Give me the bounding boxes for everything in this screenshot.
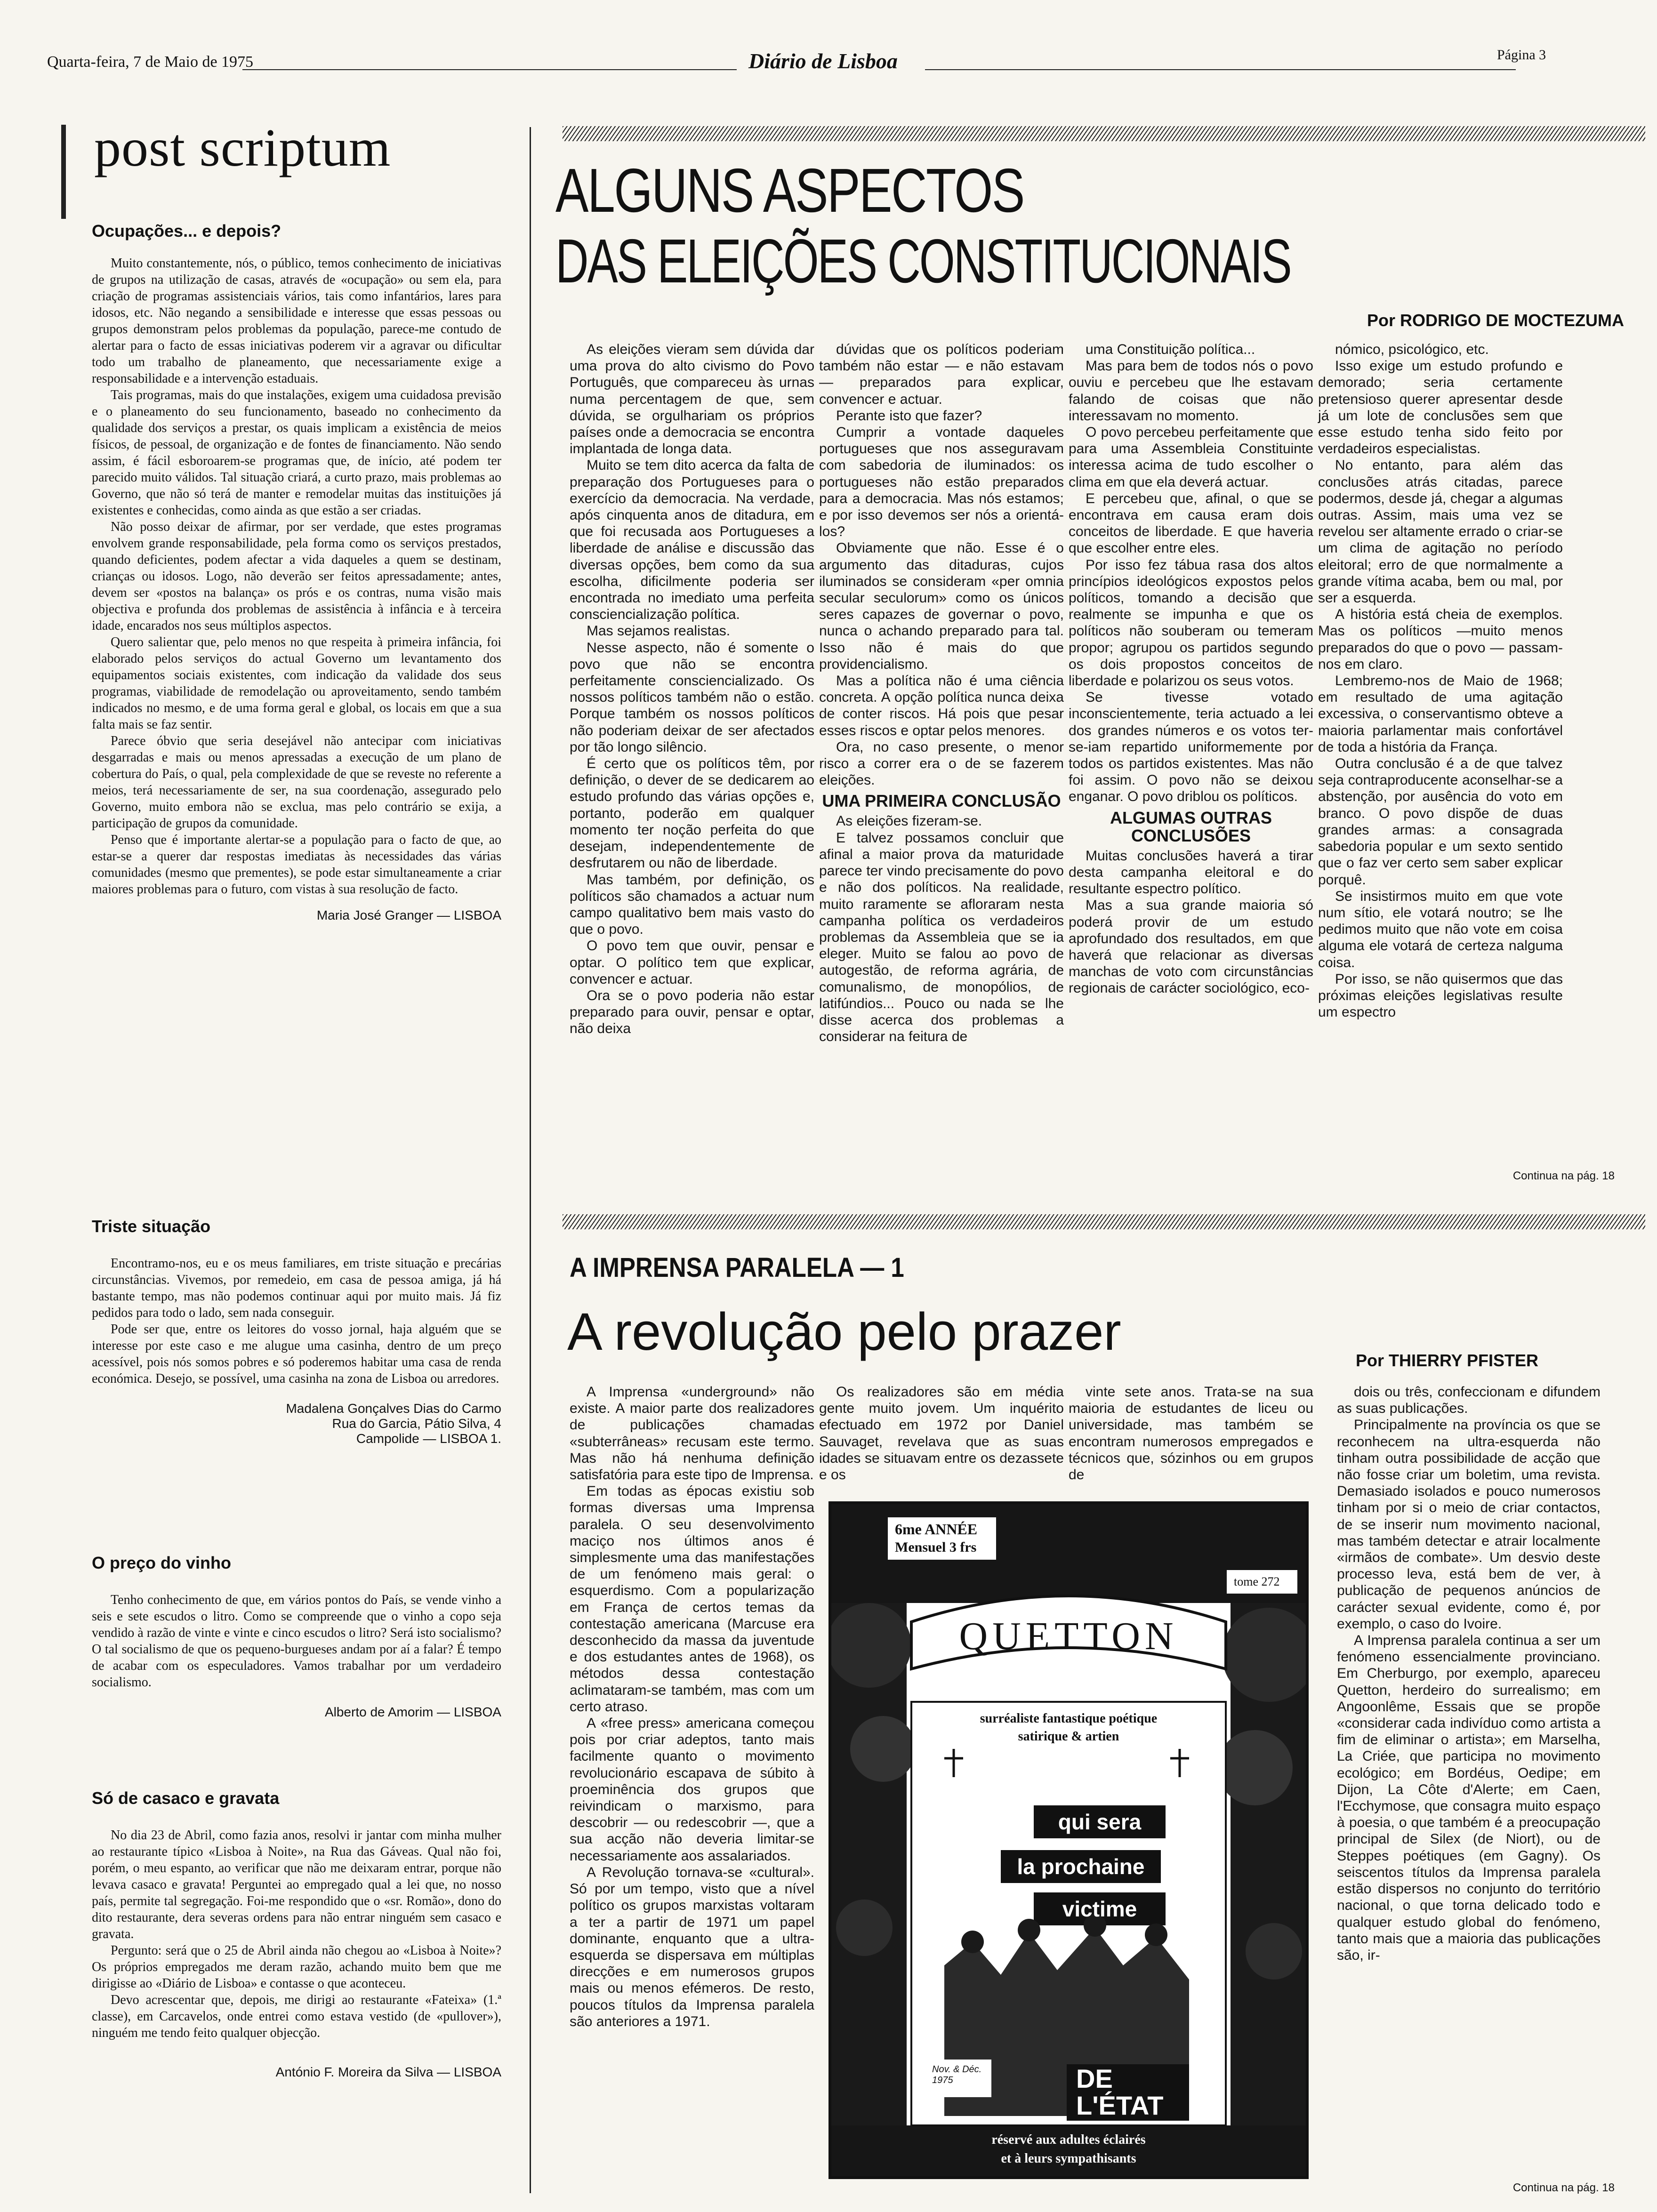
paragraph: A «free press» americana começou pois por criar adeptos, tanto mais facilmente quanto o movimento revolucionário escapava de súbito à proeminência dos grupos que reivindicam o marxismo, para descobrir — ou redescobrir —, que a sua acção não deveria limitar-se necessariamente aos assalariados.	[570, 1715, 814, 1864]
paragraph: A Imprensa «underground» não existe. A maior parte dos realizadores de publicações chamadas «subterrâneas» recusam este termo. Mas não há nenhuma definição satisfatória para este tipo de Imprensa.	[570, 1384, 814, 1483]
article1-headline-2: DAS ELEIÇÕES CONSTITUCIONAIS	[555, 226, 1291, 296]
signature: Alberto de Amorim — LISBOA	[324, 1705, 501, 1719]
signature: António F. Moreira da Silva — LISBOA	[275, 2065, 501, 2079]
paragraph: O povo tem que ouvir, pensar e optar. O político tem que explicar, convencer e actuar.	[570, 938, 814, 987]
cover-banner-3: victime	[1062, 1897, 1137, 1921]
article1-column-2	[819, 341, 1064, 1045]
paragraph: Por isso, se não quisermos que das próximas eleições legislativas resulte um espectro	[1318, 971, 1563, 1020]
header-date: Quarta-feira, 7 de Maio de 1975	[47, 53, 254, 71]
article2-byline: Por THIERRY PFISTER	[1356, 1351, 1539, 1370]
masthead: Diário de Lisboa	[748, 49, 898, 73]
paragraph: Nesse aspecto, não é somente o povo que não se encontra perfeitamente consciencializado. Os nossos políticos também não o estão. Porque também os nossos políticos não poderiam deixar de ser afectados por tão longo silêncio.	[570, 640, 814, 755]
paragraph: Muitas conclusões haverá a tirar desta campanha eleitoral e do resultante espectro político.	[1069, 848, 1313, 897]
page-header	[28, 45, 1643, 82]
paragraph: A Imprensa paralela continua a ser um fenómeno essencialmente provinciano. Em Cherburgo, por exemplo, apareceu Quetton, herdeiro do surrealismo; em Angoonlême, Essais que se propõe «considerar cada indivíduo como artista a fim de eliminar o artista»; em Marselha, La Criée, que participa no movimento ecológico; em Bordéus, Oedipe; em Dijon, La Côte d'Alerte; em Caen, l'Ecchymose, que consagra muito espaço à poesia, o que também é a preocupação principal de Silex (de Niort), ou de Steppes poétiques (em Gagny). Os seiscentos títulos da Imprensa paralela estão dispersos no conjunto do território nacional, o que torna delicado todo e qualquer estudo global do fenómeno, tanto mais que a maioria das publicações são, ir-	[1337, 1633, 1601, 1963]
quetton-cover-image	[828, 1501, 1309, 2179]
paragraph: Quero salientar que, pelo menos no que respeita à primeira infância, foi elaborado pelos serviços do actual Governo um levantamento dos equipamentos sociais existentes, com indicação da validade dos seus programas, viabilidade de remodelação ou aproveitamento, sendo também indicados no mesmo, e de uma forma geral e global, os locais em que a sua falta mais se faz sentir.	[92, 635, 501, 732]
cover-banner-2: la prochaine	[1017, 1854, 1145, 1879]
paragraph: As eleições fizeram-se.	[836, 813, 982, 829]
letter-title: Só de casaco e gravata	[92, 1788, 280, 1808]
paragraph: As eleições vieram sem dúvida dar uma prova do alto civismo do Povo Português, que compareceu às urnas numa percentagem de que, sem dúvida, se orgulhariam os próprios países onde a democracia se encontra implantada de longa data.	[570, 342, 814, 457]
paragraph: vinte sete anos. Trata-se na sua maioria de estudantes de liceu ou universidade, mas também se encontram numerosos empregados e técnicos que, sózinhos ou em grupos de	[1069, 1384, 1313, 1483]
article2-column-2-top	[819, 1384, 1064, 1483]
cover-title: QUETTON	[959, 1614, 1178, 1658]
cover-bottom-word-2: L'ÉTAT	[1076, 2091, 1164, 2120]
letter-body	[92, 1592, 501, 1691]
paragraph: Se tivesse votado inconscientemente, teria actuado a lei dos grandes números e os votos ter-se-iam repartido uniformemente por todos os partidos existentes. Mas não foi assim. O povo não se deixou enganar. O povo driblou os políticos.	[1069, 689, 1313, 805]
cover-footer-1: réservé aux adultes éclairés	[991, 2132, 1146, 2147]
article2-column-1	[570, 1384, 814, 2030]
letter-3	[92, 1553, 501, 1720]
paragraph: Pode ser que, entre os leitores do vosso jornal, haja alguém que se interesse por este caso e me alugue uma casinha, dentro de um preço acessível, pois nós somos pobres e só poderemos habitar uma casa de renda económica. Desejo, se possível, uma casinha na zona de Lisboa ou arredores.	[92, 1322, 501, 1386]
sidebar-bar	[61, 125, 66, 219]
article1-continued: Continua na pág. 18	[1512, 1170, 1615, 1182]
column-divider	[530, 127, 531, 2193]
article2-column-4	[1337, 1384, 1601, 1964]
cover-footer-2: et à leurs sympathisants	[1001, 2151, 1136, 2166]
article2-kicker: A IMPRENSA PARALELA — 1	[570, 1252, 904, 1283]
header-rule-left	[242, 69, 737, 70]
paragraph: Por isso fez tábua rasa dos altos princípios ideológicos expostos pelos políticos, tomando a decisão que realmente se impunha e que os políticos não souberam ou temeram propor; agrupou os partidos segundo os dois propostos conceitos de liberdade e polarizou os seus votos.	[1069, 557, 1313, 689]
article1-hatch-rule	[563, 126, 1645, 141]
paragraph: Parece óbvio que seria desejável não antecipar com iniciativas desgarradas e mais ou menos apressadas a execução de um plano de cobertura do País, o qual, pela complexidade de que se reveste no referente a meios, terá necessariamente de ser, na sua coordenação, assegurado pelo Governo, muito embora não se exclua, mas pelo contrário se exija, a participação de grupos da comunidade.	[92, 734, 501, 831]
paragraph: O povo percebeu perfeitamente que para uma Assembleia Constituinte interessa acima de tudo escolher o clima em que ela deverá actuar.	[1069, 425, 1313, 490]
article1-headline-1: ALGUNS ASPECTOS	[555, 156, 1024, 225]
cover-frequency: Mensuel 3 frs	[895, 1539, 977, 1555]
paragraph: É certo que os políticos têm, por definição, o dever de se dedicarem ao estudo profundo das várias opções e, portanto, poderão em qualquer momento ter noção perfeita do que desejam, independentemente de desfrutarem ou não de liberdade.	[570, 756, 814, 871]
article1-column-3	[1069, 341, 1313, 997]
article2-continued: Continua na pág. 18	[1512, 2181, 1615, 2194]
article2-column-3-top	[1069, 1384, 1313, 1483]
letter-4	[92, 1788, 501, 2080]
paragraph: No dia 23 de Abril, como fazia anos, resolvi ir jantar com minha mulher ao restaurante típico «Lisboa à Noite», na Rua das Gáveas. Qual não foi, porém, o meu espanto, ao verificar que não me deixaram entrar, porque não levava casaco e gravata! Perguntei ao empregado qual a lei que, no nosso país, permite tal segregação. Foi-me respondido que o «sr. Romão», dono do dito restaurante, dera severas ordens para não entrar ninguém sem casaco e gravata.	[92, 1828, 501, 1941]
paragraph: uma Constituição política...	[1086, 342, 1255, 357]
paragraph: dois ou três, confeccionam e difundem as suas publicações.	[1337, 1384, 1601, 1417]
letter-1	[92, 221, 501, 923]
post-scriptum-title: post scriptum	[94, 118, 391, 177]
cover-issue: 6me ANNÉE	[895, 1521, 978, 1538]
cover-subtitle-1: surréaliste fantastique poétique	[980, 1711, 1158, 1726]
paragraph: Principalmente na província os que se reconhecem na ultra-esquerda não tinham outra possibilidade de acção que não fosse criar um boletim, uma revista. Demasiado isolados e pouco numerosos tinham por si o meio de criar contactos, de se inserir num movimento nacional, mas também detectar e atrair localmente «irmãos de combate». Um desvio deste processo leva, está bem de ver, à publicação de pequenos anúncios de carácter sexual evidente, como é, por exemplo, o caso do Ivoire.	[1337, 1417, 1601, 1632]
letter-body	[92, 1255, 501, 1387]
letter-title: O preço do vinho	[92, 1553, 232, 1572]
paragraph: Tenho conhecimento de que, em vários pontos do País, se vende vinho a seis e sete escudos o litro. Como se compreende que o vinho a copo seja vendido à razão de vinte e vinte e cinco escudos o litro? Será isto socialismo? O tal socialismo de que os pequeno-burgueses andam por aí a falar? É tempo de acabar com os especuladores. Vamos trabalhar por um verdadeiro socialismo.	[92, 1593, 501, 1690]
letter-2	[92, 1217, 501, 1446]
paragraph: Mas a sua grande maioria só poderá provir de um estudo aprofundado dos resultados, em que haverá que relacionar as diversas manchas de voto com circunstâncias regionais de carácter sociológico, eco-	[1069, 898, 1313, 996]
header-rule-right	[925, 69, 1516, 70]
paragraph: Em todas as épocas existiu sob formas diversas uma Imprensa paralela. O seu desenvolvimento maciço nos últimos anos é simplesmente uma das manifestações de um fenómeno mais geral: o esquerdismo. Com a popularização em França de certos temas da contestação americana (Marcuse era desconhecido da massa da juventude e dos estudantes antes de 1968), os métodos dessa contestação aclimataram-se também, mas com um certo atraso.	[570, 1483, 814, 1715]
subhead: UMA PRIMEIRA CONCLUSÃO	[822, 791, 1061, 811]
paragraph: Lembremo-nos de Maio de 1968; em resultado de uma agitação excessiva, o conservantismo obteve a maioria parlamentar mais confortável de toda a história da França.	[1318, 673, 1563, 755]
paragraph: Os realizadores são em média gente muito jovem. Um inquérito efectuado em 1972 por Daniel Sauvaget, revelava que as suas idades se situavam entre os dezassete e os	[819, 1384, 1064, 1483]
article2-headline: A revolução pelo prazer	[567, 1302, 1121, 1361]
paragraph: No entanto, para além das conclusões atrás citadas, parece podermos, desde já, chegar a algumas outras. Assim, mais uma vez se revelou ser altamente errado o criar-se um clima de agitação no período eleitoral; erro de que normalmente a grande vítima acaba, bem ou mal, por ser a esquerda.	[1318, 457, 1563, 606]
paragraph: A Revolução tornava-se «cultural». Só por um tempo, visto que a nível político os grupos marxistas voltaram a ter a partir de 1971 um papel dominante, enquanto que a ultra-esquerda se dispersava em múltiplas direcções e em numerosos grupos mais ou menos efémeros. De resto, poucos títulos da Imprensa paralela são anteriores a 1971.	[570, 1864, 814, 2029]
paragraph: Mas também, por definição, os políticos são chamados a actuar num campo qualitativo bem mais vasto do que o povo.	[570, 872, 814, 938]
paragraph: Mas sejamos realistas.	[587, 623, 731, 639]
letter-title: Ocupações... e depois?	[92, 221, 282, 240]
paragraph: Ora se o povo poderia não estar preparado para ouvir, pensar e optar, não deixa	[570, 987, 814, 1037]
paragraph: Se insistirmos muito em que vote num sítio, ele votará noutro; se lhe pedimos muito que não vote em coisa alguma ele votará de certeza nalguma coisa.	[1318, 888, 1563, 970]
paragraph: Tais programas, mais do que instalações, exigem uma cuidadosa previsão e o planeamento do seu funcionamento, baseado no conhecimento da qualidade dos serviços a prestar, os quais implicam a existência de meios físicos, de pessoal, de organização e de fontes de financiamento. Não sendo assim, é fácil esboroarem-se programas que, de início, até podem ter parecido muito válidos. Tal situação criará, a curto prazo, mais problemas ao Governo, que não só terá de manter e remodelar muitas das instituições já existentes e conhecidas, como ainda as que estão a ser criadas.	[92, 388, 501, 518]
paragraph: Mas a política não é uma ciência concreta. A opção política nunca deixa de conter riscos. Há pois que pesar esses riscos e optar pelos menores.	[819, 673, 1064, 738]
paragraph: Outra conclusão é a de que talvez seja contraproducente aconselhar-se a abstenção, por ausência do voto em branco. O povo dispõe de duas grandes armas: a consagrada sabedoria popular e um sexto sentido que o faz ver certo sem saber explicar porquê.	[1318, 756, 1563, 888]
page-number: Página 3	[1497, 47, 1546, 63]
cover-date-note: Nov. & Déc. 1975	[932, 2064, 982, 2085]
cover-bottom-word-1: DE	[1076, 2064, 1113, 2093]
letter-title: Triste situação	[92, 1217, 211, 1236]
letter-body	[92, 255, 501, 898]
paragraph: dúvidas que os políticos poderiam também não estar — e não estavam — preparados para explicar, convencer e actuar.	[819, 342, 1064, 407]
article2-hatch-rule	[563, 1214, 1645, 1229]
article1-column-1	[570, 341, 814, 1037]
article1-byline: Por RODRIGO DE MOCTEZUMA	[1367, 311, 1624, 330]
paragraph: Mas para bem de todos nós o povo ouviu e percebeu que lhe estavam falando de coisas que não interessavam no momento.	[1069, 358, 1313, 424]
paragraph: Isso exige um estudo profundo e demorado; seria certamente pretensioso querer apresentar desde já um lote de conclusões sem que esse estudo tenha sido feito por verdadeiros especialistas.	[1318, 358, 1563, 457]
paragraph: Ora, no caso presente, o menor risco a correr era o de se fazerem eleições.	[819, 739, 1064, 788]
paragraph: nómico, psicológico, etc.	[1335, 342, 1489, 357]
paragraph: Muito se tem dito acerca da falta de preparação dos Portugueses para o exercício da democracia. Na verdade, após cinquenta anos de ditadura, em que foi recusada aos Portugueses a liberdade de análise e discussão das diversas opções, bem como da sua escolha, dificilmente poderia ser encontrada no imediato uma perfeita consciencialização política.	[570, 457, 814, 623]
subhead: ALGUMAS OUTRAS CONCLUSÕES	[1110, 808, 1272, 845]
paragraph: Não posso deixar de afirmar, por ser verdade, que estes programas envolvem grande responsabilidade, pela forma como os serviços prestados, quando deficientes, podem afectar a vida daqueles a quem se destinam, crianças ou idosos. Logo, não deverão ser feitos apressadamente; antes, devem ser «postos na balança» os prós e os contras, numa visão mais objectiva e profunda dos problemas de assistência à infância e à terceira idade, encarados nos seus múltiplos aspectos.	[92, 520, 501, 633]
paragraph: E percebeu que, afinal, o que se encontrava em causa eram dois conceitos de liberdade. E que haveria que escolher entre eles.	[1069, 490, 1313, 556]
cover-art	[831, 1504, 1306, 2176]
paragraph: A história está cheia de exemplos. Mas os políticos —muito menos preparados do que o povo — passam-nos em claro.	[1318, 607, 1563, 672]
signature: Maria José Granger — LISBOA	[316, 908, 501, 922]
paragraph: Devo acrescentar que, depois, me dirigi ao restaurante «Fateixa» (1.ª classe), em Carcavelos, onde entrei como estava vestido (de «pullover»), ninguém me tendo feito qualquer objecção.	[92, 1993, 501, 2040]
paragraph: Perante isto que fazer?	[836, 408, 982, 424]
cover-subtitle-2: satirique & artien	[1018, 1729, 1119, 1744]
signature: Madalena Gonçalves Dias do Carmo	[286, 1401, 501, 1416]
signature: Campolide — LISBOA 1.	[356, 1431, 501, 1446]
letter-body	[92, 1827, 501, 2041]
paragraph: E talvez possamos concluir que afinal a maior prova da maturidade parece ter vindo precisamente do povo e não dos políticos. Na realidade, muito raramente se afloraram nesta campanha política os verdadeiros problemas da Assembleia que se ia eleger. Muito se falou ao povo de autogestão, de reforma agrária, de comunalismo, de monopólios, de latifúndios... Pouco ou nada se lhe disse acerca dos problemas a considerar na feitura de	[819, 830, 1064, 1045]
paragraph: Encontramo-nos, eu e os meus familiares, em triste situação e precárias circunstâncias. Vivemos, por remedeio, em casa de pessoa amiga, já há bastante tempo, mas não podemos continuar aqui por muito mais. Já fiz pedidos para todo o lado, sem nada conseguir.	[92, 1256, 501, 1320]
paragraph: Obviamente que não. Esse é o argumento das ditaduras, cujos iluminados se consideram «per omnia secular seculorum» como os únicos seres capazes de governar o povo, nunca o achando preparado para tal. Isso não é mais do que providencialismo.	[819, 540, 1064, 672]
paragraph: Penso que é importante alertar-se a população para o facto de que, ao estar-se a querer dar respostas imediatas às necessidades das várias comunidades (mesmo que prementes), se pode estar simultaneamente a criar maiores problemas para o futuro, com vistas à sua resolução de facto.	[92, 833, 501, 897]
cover-banner-1: qui sera	[1058, 1810, 1142, 1834]
cover-tome: tome 272	[1234, 1575, 1280, 1588]
paragraph: Cumprir a vontade daqueles portugueses que nos asseguravam com sabedoria de iluminados: os portugueses não estão preparados para a democracia. Mas nós estamos; e por isso devemos ser nós a orientá-los?	[819, 425, 1064, 540]
signature: Rua do Garcia, Pátio Silva, 4	[332, 1416, 501, 1431]
article1-column-4	[1318, 341, 1563, 1020]
paragraph: Muito constantemente, nós, o público, temos conhecimento de iniciativas de grupos na utilização de casas, através de «ocupação» ou sem ela, para criação de programas assistenciais vários, tais como infantários, lares para idosos, etc. Não negando a sensibilidade e interesse que essas pessoas ou grupos demonstram pelos problemas da população, parece-me contudo de alertar para o facto de essas iniciativas poderem vir a agravar ou dificultar todo um trabalho de planeamento, que necessariamente exige a responsabilidade e a intervenção estaduais.	[92, 256, 501, 386]
paragraph: Pergunto: será que o 25 de Abril ainda não chegou ao «Lisboa à Noite»? Os próprios empregados me deram razão, achando muito bem que me dirigisse ao «Diário de Lisboa» e contasse o que aconteceu.	[92, 1943, 501, 1991]
